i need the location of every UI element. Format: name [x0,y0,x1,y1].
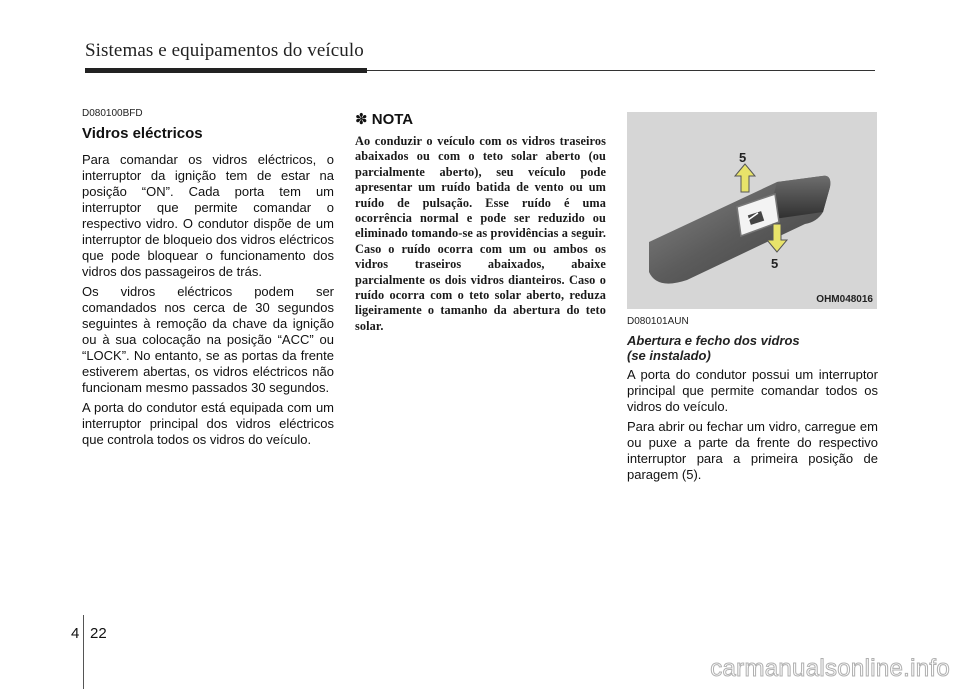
section-code: D080100BFD [82,108,143,119]
nota-title [355,110,606,128]
chapter-number: 4 [71,625,80,642]
column-right [627,112,878,487]
footer-rule [83,615,84,689]
watermark: carmanualsonline.info [710,655,950,682]
column-left [82,108,334,452]
paragraph: A porta do condutor possui um interruptor principal que permite comandar todos os vidros do veículo. [627,367,878,414]
window-switch-figure [627,112,877,309]
arrow-up-icon [735,164,755,192]
header-rule-accent [85,68,367,73]
page-number: 22 [90,625,107,642]
header-title: Sistemas e equipamentos do veículo [85,40,364,61]
section-heading-line1: Abertura e fecho dos vidros [627,333,800,348]
asterisk-icon: ✽ [355,111,368,128]
section-heading: Vidros eléctricos [82,125,203,142]
paragraph: A porta do condutor está equipada com um interruptor principal dos vidros eléctricos que controla todos os vidros do veículo. [82,400,334,447]
column-middle [355,108,606,334]
nota-title-text: NOTA [371,111,414,128]
nota-text: Ao conduzir o veículo com os vidros traseiros abaixados ou com o teto solar aberto (ou parcialmente aberto), seu veículo pode apresentar um ruído batida de vento ou um ruído de pulsação. Esse ruído é uma ocorrência normal e pode ser reduzido ou eliminado tomando-se as providências a seguir. Caso o ruído ocorra com um ou ambos os vidros traseiros abaixados, abaixe parcialmente os dois vidros dianteiros. Caso o ruído ocorra com o teto solar aberto, reduza ligeiramente o tamanho da abertura do teto solar. [355,134,606,333]
window-switch-illustration [627,112,877,309]
callout-up: 5 [739,150,747,165]
callout-down: 5 [771,256,779,271]
paragraph: Para abrir ou fechar um vidro, carregue em ou puxe a parte da frente do respectivo interruptor para a primeira posição de paragem (5). [627,419,878,482]
figure-label: OHM048016 [816,294,873,305]
paragraph: Os vidros eléctricos podem ser comandados nos cerca de 30 segundos seguintes à remoção da chave da ignição ou à sua colocação na posição “ACC” ou “LOCK”. No entanto, se as portas da frente estiverem abertas, os vidros eléctricos não funcionam mesmo passados 30 segundos. [82,284,334,395]
section-heading-line2: (se instalado) [627,348,711,363]
section-code: D080101AUN [627,316,689,327]
section-heading [627,333,878,363]
paragraph: Para comandar os vidros eléctricos, o interruptor da ignição tem de estar na posição “ON”. Cada porta tem um interruptor que permite comandar o respectivo vidro. O condutor dispõe de um interruptor de bloqueio dos vidros eléctricos que pode bloquear o funcionamento dos vidros dos passageiros de trás. [82,152,334,279]
